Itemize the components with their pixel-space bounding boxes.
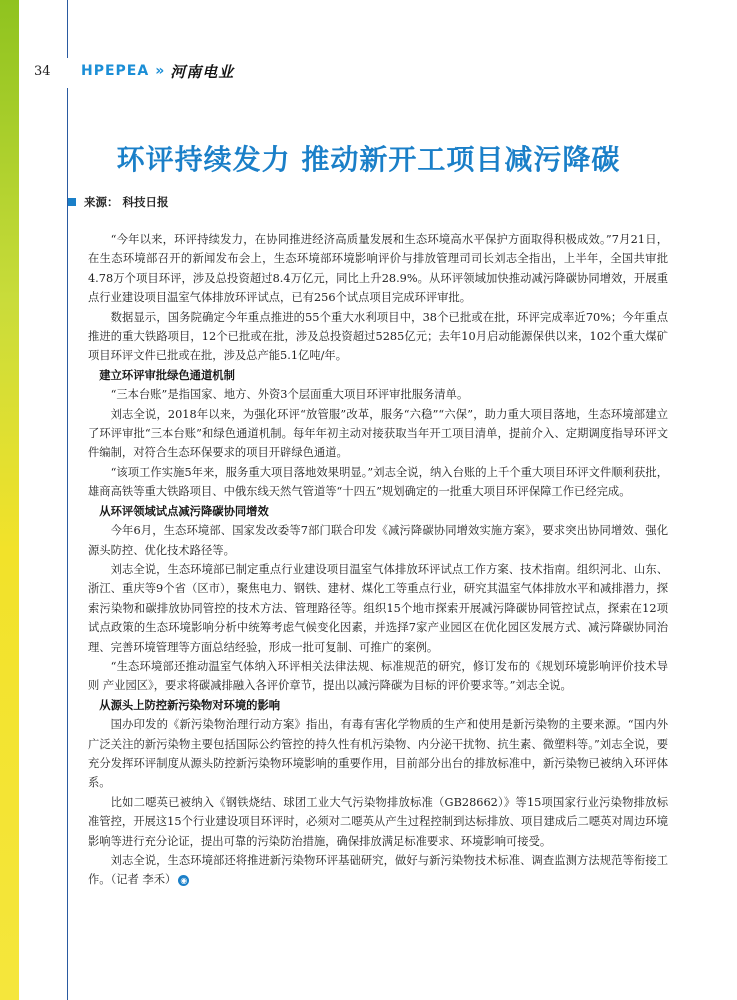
article-body — [88, 230, 668, 890]
paragraph: 国办印发的《新污染物治理行动方案》指出，有毒有害化学物质的生产和使用是新污染物的主要来源。“国内外广泛关注的新污染物主要包括国际公约管控的持久性有机污染物、内分泌干扰物、抗生素、微塑料等。”刘志全说，要充分发挥环评制度从源头防控新污染物环境影响的重要作用，目前部分出台的排放标准中，新污染物已被纳入环评体系。 — [88, 718, 668, 790]
margin-rule-top — [67, 0, 68, 58]
paragraph: “生态环境部还推动温室气体纳入环评相关法律法规、标准规范的研究，修订发布的《规划环境影响评价技术导则 产业园区》，要求将碳减排融入各评价章节，提出以减污降碳为目标的评价要求等。”刘志全说。 — [88, 659, 668, 693]
margin-rule-bottom — [67, 88, 68, 1000]
paragraph: “今年以来，环评持续发力，在协同推进经济高质量发展和生态环境高水平保护方面取得积极成效。”7月21日，在生态环境部召开的新闻发布会上，生态环境部环境影响评价与排放管理司司长刘志全指出，上半年，全国共审批4.78万个项目环评，涉及总投资超过8.4万亿元，同比上升28.9%。从环评领域加快推动减污降碳协同增效，开展重点行业建设项目温室气体排放环评试点，已有256个试点项目完成环评审批。 — [88, 233, 668, 305]
section-heading: 从源头上防控新污染物对环境的影响 — [99, 698, 281, 712]
paragraph: “该项工作实施5年来，服务重大项目落地效果明显。”刘志全说，纳入台账的上千个重大项目环评文件顺利获批，雄商高铁等重大铁路项目、中俄东线天然气管道等“十四五”规划确定的一批重大项目环评保障工作已经完成。 — [88, 465, 668, 499]
paragraph: “三本台账”是指国家、地方、外资3个层面重大项目环评审批服务清单。 — [110, 388, 469, 402]
masthead — [81, 60, 234, 82]
masthead-separator: » — [155, 63, 165, 79]
article-source — [68, 194, 169, 210]
section-heading: 从环评领域试点减污降碳协同增效 — [99, 504, 269, 518]
source-label: 来源： — [84, 195, 119, 209]
source-value: 科技日报 — [122, 195, 169, 209]
end-mark-icon: ◉ — [178, 875, 189, 886]
magazine-name: 河南电业 — [170, 62, 235, 81]
paragraph: 数据显示，国务院确定今年重点推进的55个重大水利项目中，38个已批或在批，环评完成率近70%；今年重点推进的重大铁路项目，12个已批或在批，涉及总投资超过5285亿元；去年10月启动能源保供以来，102个重大煤矿项目环评文件已批或在批，涉及总产能5.1亿吨/年。 — [88, 310, 668, 363]
paragraph: 比如二噁英已被纳入《钢铁烧结、球团工业大气污染物排放标准（GB28662）》等15项国家行业污染物排放标准管控，开展这15个行业建设项目环评时，必须对二噁英从产生过程控制到达标排放、项目建成后二噁英对周边环境影响等进行充分论证，提出可靠的污染防治措施，确保排放满足标准要求、环境影响可接受。 — [88, 795, 668, 848]
article-title: 环评持续发力 推动新开工项目减污降碳 — [116, 143, 621, 176]
paragraph: 今年6月，生态环境部、国家发改委等7部门联合印发《减污降碳协同增效实施方案》，要求突出协同增效、强化源头防控、优化技术路径等。 — [88, 524, 668, 557]
source-square-icon — [68, 198, 76, 206]
section-heading: 建立环评审批绿色通道机制 — [99, 368, 235, 382]
paragraph-text: 刘志全说，生态环境部还将推进新污染物环评基础研究，做好与新污染物技术标准、调查监测方法规范等衔接工作。（记者 李禾） — [88, 854, 668, 887]
brand-logo-text: HPEPEA — [81, 63, 150, 79]
paragraph: 刘志全说，生态环境部已制定重点行业建设项目温室气体排放环评试点工作方案、技术指南。组织河北、山东、浙江、重庆等9个省（区市），聚焦电力、钢铁、建材、煤化工等重点行业，研究其温室气体排放水平和减排潜力，探索污染物和碳排放协同管控的技术方法、管理路径等。组织15个地市探索开展减污降碳协同管控试点，探索在12项试点政策的生态环境影响分析中统筹考虑气候变化因素，并选择7家产业园区在优化园区发展方式、减污降碳协同治理、完善环境管理等方面总结经验，形成一批可复制、可推广的案例。 — [88, 562, 668, 654]
page-number: 34 — [34, 64, 51, 79]
last-paragraph — [88, 851, 668, 890]
paragraph: 刘志全说，2018年以来，为强化环评“放管服”改革，服务“六稳”“六保”，助力重大项目落地，生态环境部建立了环评审批“三本台账”和绿色通道机制。每年年初主动对接获取当年开工项目清单，提前介入、定期调度指导环评文件编制，对符合生态环保要求的项目开辟绿色通道。 — [88, 407, 668, 460]
